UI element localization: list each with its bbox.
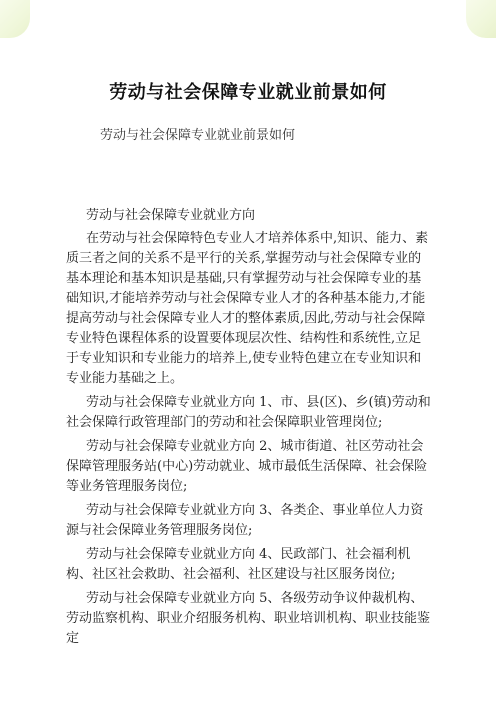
paragraph: 劳动与社会保障专业就业方向 1、市、县(区)、乡(镇)劳动和社会保障行政管理部门的劳动和社会保障职业管理岗位; [66,395,431,430]
document-title: 劳动与社会保障专业就业前景如何 [109,82,387,103]
document-subtitle: 劳动与社会保障专业就业前景如何 [100,128,296,143]
document-body [66,206,432,653]
section-heading: 劳动与社会保障专业就业方向 [86,208,256,223]
paragraph: 劳动与社会保障专业就业方向 5、各级劳动争议仲裁机构、劳动监察机构、职业介绍服务机构、职业培训机构、职业技能鉴定 [66,591,431,646]
paragraph: 在劳动与社会保障特色专业人才培养体系中,知识、能力、素质三者之间的关系不是平行的关系,掌握劳动与社会保障专业的基本理论和基本知识是基础,只有掌握劳动与社会保障专业的基础知识,才能培养劳动与社会保障专业人才的各种基本能力,才能提高劳动与社会保障专业人才的整体素质,因此,劳动与社会保障专业特色课程体系的设置要体现层次性、结构性和系统性,立足于专业知识和专业能力的培养上,使专业特色建立在专业知识和专业能力基础之上。 [66,231,429,386]
paragraph: 劳动与社会保障专业就业方向 2、城市街道、社区劳动社会保障管理服务站(中心)劳动就业、城市最低生活保障、社会保险等业务管理服务岗位; [66,439,428,494]
paragraph: 劳动与社会保障专业就业方向 3、各类企、事业单位人力资源与社会保障业务管理服务岗位; [66,503,424,538]
paragraph: 劳动与社会保障专业就业方向 4、民政部门、社会福利机构、社区社会救助、社会福利、社区建设与社区服务岗位; [66,547,411,582]
